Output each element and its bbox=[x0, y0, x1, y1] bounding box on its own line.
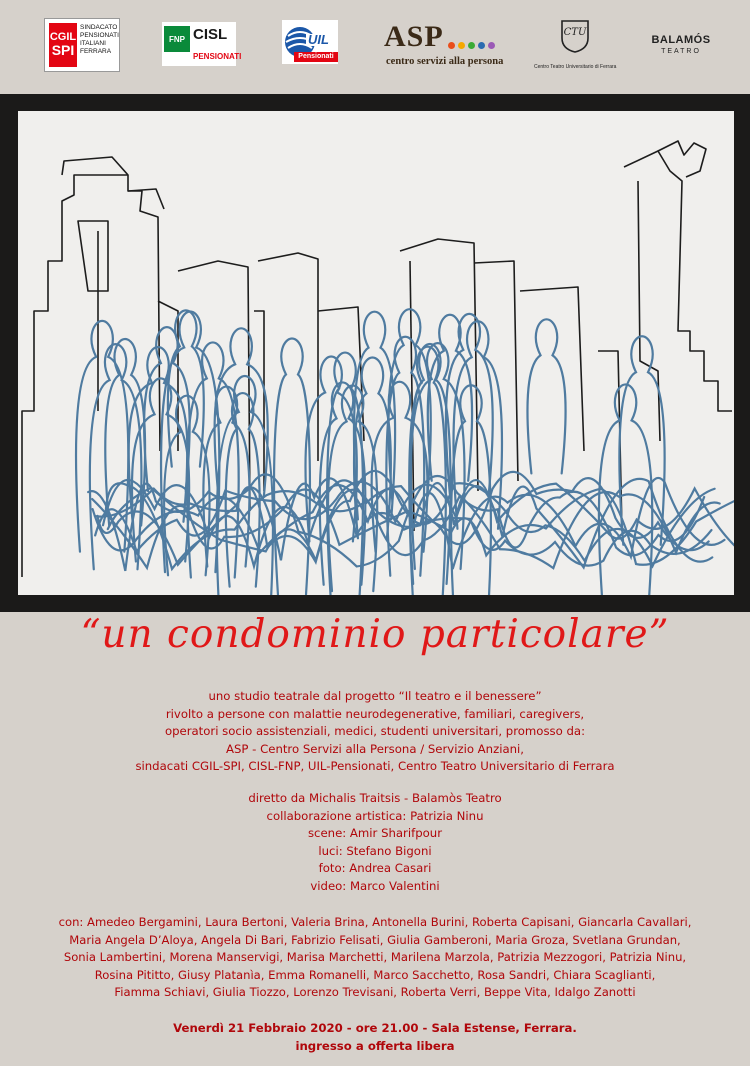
cgil-text-line: ITALIANI bbox=[80, 40, 106, 48]
cast-line: Rosina Pititto, Giusy Platanìa, Emma Romanelli, Marco Sacchetto, Rosa Sandri, Chiara Scaglianti, bbox=[94, 967, 656, 982]
intro-block bbox=[0, 688, 750, 776]
intro-line: ASP - Centro Servizi alla Persona / Servizio Anziani, bbox=[225, 741, 525, 756]
spi-mark-text: SPI bbox=[51, 42, 75, 59]
cgil-text-line: SINDACATO bbox=[80, 24, 118, 31]
event-date-line: Venerdì 21 Febbraio 2020 - ore 21.00 - Sala Estense, Ferrara. bbox=[173, 1021, 577, 1035]
cisl-fnp-logo bbox=[162, 22, 242, 66]
ctu-sub: Centro Teatro Universitario di Ferrara bbox=[534, 64, 617, 70]
credits-line: scene: Amir Sharifpour bbox=[307, 826, 443, 840]
cast-line: Sonia Lambertini, Morena Manservigi, Marisa Marchetti, Marilena Marzola, Patrizia Mezzogori, Patrizia Ninu, bbox=[63, 950, 687, 964]
artwork-canvas bbox=[18, 111, 734, 595]
rope-figure bbox=[619, 336, 664, 545]
cgil-spi-mark bbox=[49, 23, 77, 67]
credits-line: diretto da Michalis Traitsis - Balamòs Teatro bbox=[248, 791, 502, 805]
rope-figure bbox=[226, 393, 260, 587]
asp-dot bbox=[478, 42, 485, 49]
fnp-mark: FNP bbox=[164, 26, 190, 52]
ctu-mark-text: CTU bbox=[563, 27, 587, 38]
artwork-frame bbox=[0, 94, 750, 612]
cast-line: Fiamma Schiavi, Giulia Tiozzo, Lorenzo Trevisani, Roberta Verri, Beppe Vita, Idalgo Zanotti bbox=[114, 985, 636, 999]
cgil-text-line: PENSIONATI bbox=[80, 32, 119, 40]
cgil-spi-text bbox=[80, 24, 118, 57]
event-admission-line: ingresso a offerta libera bbox=[295, 1038, 455, 1053]
asp-dot bbox=[488, 42, 495, 49]
cgil-text-line: FERRARA bbox=[80, 48, 112, 56]
poster-title: “un condominio particolare” bbox=[80, 612, 670, 657]
cast-line: con: Amedeo Bergamini, Laura Bertoni, Valeria Brina, Antonella Burini, Roberta Capisani, Giancarla Cavallari, bbox=[58, 915, 692, 929]
credits-line: collaborazione artistica: Patrizia Ninu bbox=[266, 808, 484, 823]
balamos-name: BALAMÓS bbox=[651, 34, 711, 46]
cast-block bbox=[0, 914, 750, 1002]
ctu-logo bbox=[534, 18, 616, 74]
asp-name: ASP bbox=[384, 20, 444, 53]
rope-figure bbox=[527, 319, 565, 473]
uil-name: UIL bbox=[308, 32, 329, 47]
event-block bbox=[0, 1020, 750, 1055]
asp-logo bbox=[384, 20, 504, 72]
intro-line: uno studio teatrale dal progetto “Il teatro e il benessere” bbox=[208, 689, 542, 703]
rope-tangle bbox=[108, 488, 704, 561]
asp-dot bbox=[468, 42, 475, 49]
wire-sculpture-city-people-icon bbox=[18, 111, 734, 595]
cgil-spi-logo bbox=[44, 18, 120, 72]
cisl-sub: PENSIONATI bbox=[193, 52, 242, 61]
cgil-mark-text: CGIL bbox=[49, 31, 77, 44]
asp-dot bbox=[448, 42, 455, 49]
sponsor-logos bbox=[0, 0, 750, 90]
intro-line: operatori socio assistenziali, medici, studenti universitari, promosso da: bbox=[164, 724, 586, 738]
credits-line: foto: Andrea Casari bbox=[318, 861, 432, 875]
cast-line: Maria Angela D’Aloya, Angela Di Bari, Fabrizio Felisati, Giulia Gamberoni, Maria Groza, Svetlana Grundan, bbox=[69, 932, 681, 947]
intro-line: sindacati CGIL-SPI, CISL-FNP, UIL-Pensionati, Centro Teatro Universitario di Ferrara bbox=[135, 759, 615, 773]
rope-figure bbox=[599, 384, 652, 595]
asp-sub: centro servizi alla persona bbox=[386, 56, 504, 67]
credits-block bbox=[0, 790, 750, 895]
cisl-name: CISL bbox=[193, 26, 228, 43]
asp-dots bbox=[448, 42, 495, 49]
uil-sub: Pensionati bbox=[294, 52, 338, 62]
intro-line: rivolto a persone con malattie neurodegenerative, familiari, caregivers, bbox=[165, 706, 585, 721]
credits-line: video: Marco Valentini bbox=[310, 878, 440, 893]
credits-line: luci: Stefano Bigoni bbox=[318, 843, 432, 858]
asp-dot bbox=[458, 42, 465, 49]
balamos-sub: TEATRO bbox=[661, 48, 701, 55]
uil-pensionati-logo bbox=[282, 20, 338, 64]
balamos-logo bbox=[648, 34, 714, 60]
